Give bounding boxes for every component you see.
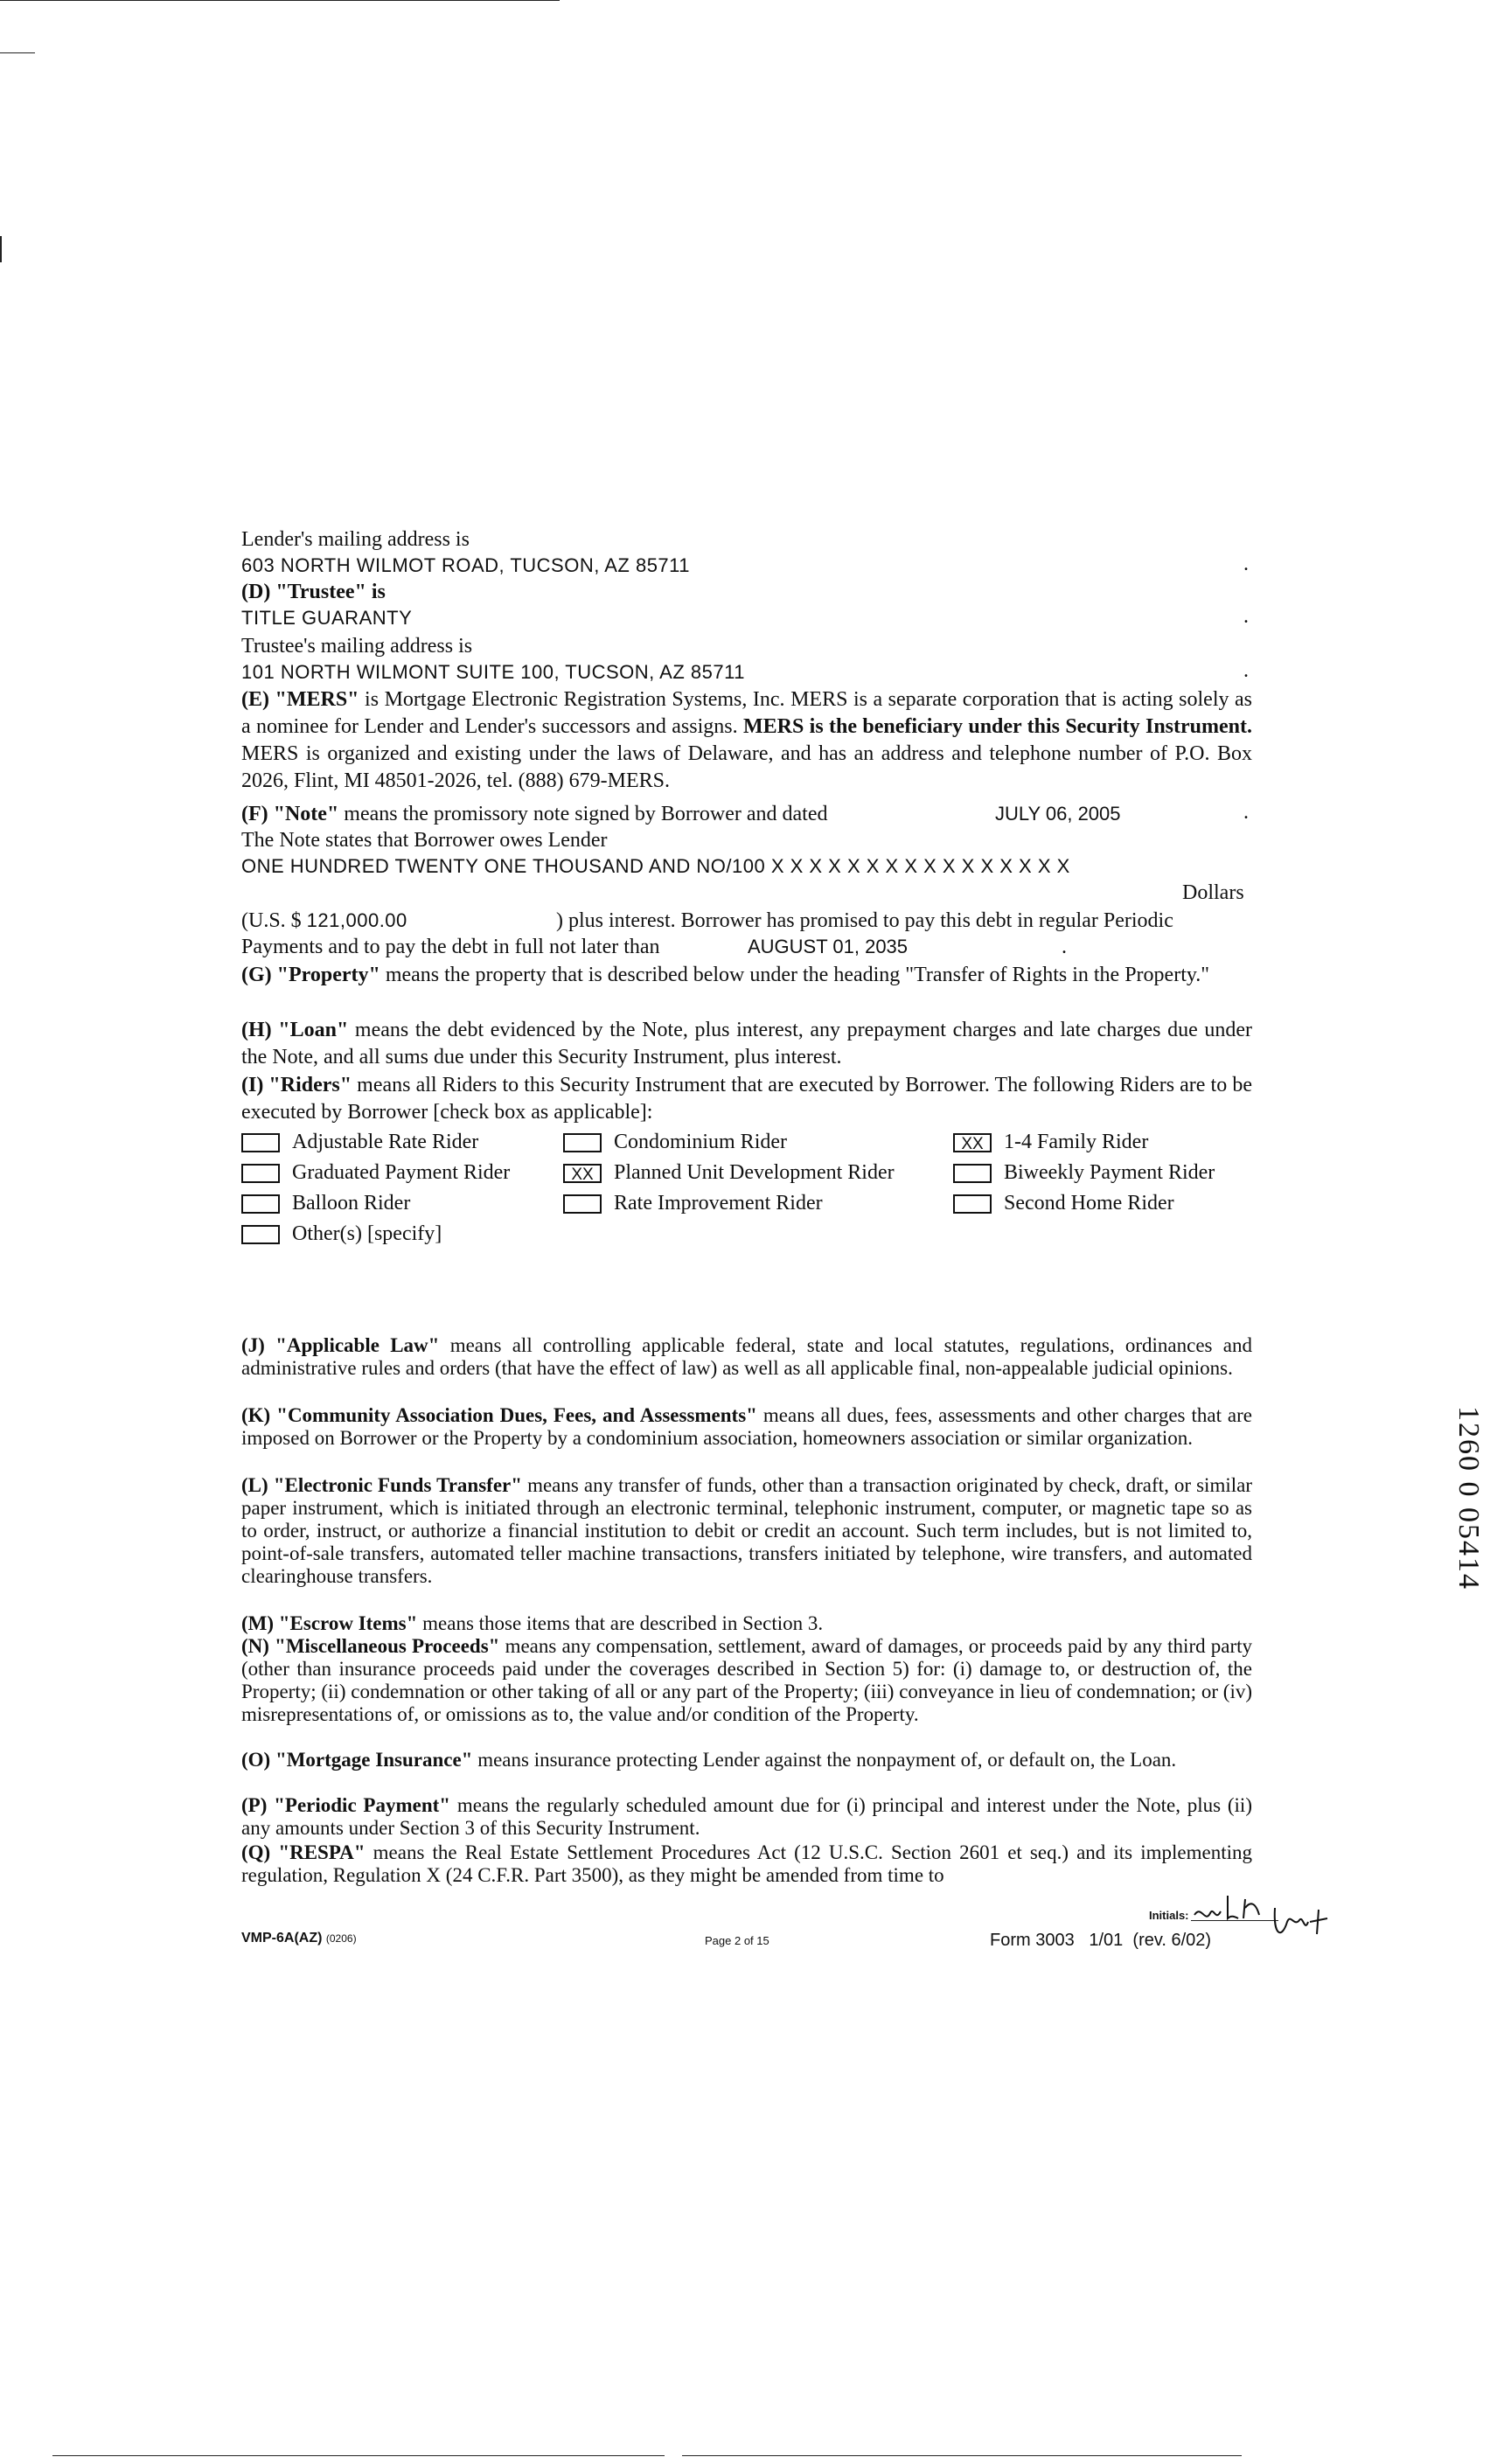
trustee-address-label: Trustee's mailing address is: [241, 635, 473, 658]
riders-label: (I) "Riders": [241, 1074, 352, 1096]
community-text: means all dues, fees, assessments and other charges that are imposed on Borrower or the Property by a condominium association, homeowners association or similar organization.: [241, 1404, 1252, 1449]
respa-text: means the Real Estate Settlement Procedures Act (12 U.S.C. Section 2601 et seq.) and its implementing regulation, Regulation X (24 C.F.R. Part 3500), as they might be amended from time to: [241, 1841, 1252, 1886]
mortgage-insurance-text: means insurance protecting Lender against the nonpayment of, or default on, the Loan.: [472, 1749, 1177, 1771]
respa-definition: [241, 1841, 1252, 1887]
loan-label: (H) "Loan": [241, 1019, 349, 1041]
checkbox-balloon[interactable]: [241, 1194, 280, 1214]
fill-dot: .: [1243, 605, 1249, 628]
note-dollars: Dollars: [1182, 881, 1244, 904]
rider-label: Other(s) [specify]: [292, 1222, 442, 1245]
footer-form-number: Form 3003 1/01 (rev. 6/02): [990, 1931, 1212, 1950]
lender-address-label: Lender's mailing address is: [241, 528, 470, 551]
loan-definition: [241, 1017, 1252, 1071]
fill-dot: .: [1243, 553, 1249, 575]
applicable-law-label: (J) "Applicable Law": [241, 1334, 440, 1356]
checkbox-second-home[interactable]: [953, 1194, 992, 1214]
note-date: JULY 06, 2005: [995, 803, 1121, 825]
note-maturity: AUGUST 01, 2035: [748, 936, 909, 957]
trustee-label: (D) "Trustee" is: [241, 581, 386, 603]
scan-artifact-line: [52, 2455, 665, 2456]
note-text: means the promissory note signed by Borrower and dated: [338, 803, 828, 825]
checkbox-others[interactable]: [241, 1225, 280, 1244]
checkbox-biweekly-payment[interactable]: [953, 1164, 992, 1183]
mortgage-insurance-label: (O) "Mortgage Insurance": [241, 1749, 473, 1771]
mers-text-2: MERS is organized and existing under the laws of Delaware, and has an address and telephone number of P.O. Box 2026, Flint, MI 48501-2026, tel. (888) 679-MERS.: [241, 742, 1252, 792]
rider-label: Graduated Payment Rider: [292, 1161, 511, 1184]
property-definition: [241, 962, 1252, 989]
note-payments-line: [241, 934, 660, 960]
note-interest-text: ) plus interest. Borrower has promised to pay this debt in regular Periodic: [556, 909, 1173, 932]
trustee-address: 101 NORTH WILMONT SUITE 100, TUCSON, AZ 85711: [241, 661, 745, 683]
applicable-law-definition: [241, 1334, 1252, 1380]
mers-text-1: is Mortgage Electronic Registration Systems, Inc. MERS is a separate corporation that is acting solely as a nominee for Lender and Lender's successors and assigns.: [241, 688, 1253, 738]
periodic-payment-definition: [241, 1794, 1252, 1840]
mers-definition: [241, 686, 1252, 795]
checkbox-1-4-family[interactable]: XX: [953, 1133, 992, 1152]
eft-definition: [241, 1474, 1252, 1588]
riders-definition: [241, 1072, 1252, 1126]
rider-condominium[interactable]: [563, 1129, 787, 1155]
misc-proceeds-text: means any compensation, settlement, award of damages, or proceeds paid by any third party (other than insurance proceeds paid under the coverages described in Section 5) for: (i) damage to, or destruction of, the Property; (ii) condemnation or other taking of all or any part of the Property; (iii) conveyance in lieu of condemnation; or (iv) misrepresentations of, or omissions as to, the value and/or condition of the Property.: [241, 1635, 1252, 1725]
community-definition: [241, 1404, 1252, 1450]
rider-1-4-family[interactable]: [953, 1129, 1148, 1155]
escrow-text: means those items that are described in Section 3.: [417, 1612, 824, 1634]
periodic-payment-label: (P) "Periodic Payment": [241, 1794, 451, 1816]
note-amount-words: ONE HUNDRED TWENTY ONE THOUSAND AND NO/100 X X X X X X X X X X X X X X X X: [241, 855, 1070, 877]
rider-planned-unit-development[interactable]: [563, 1159, 895, 1186]
checkbox-adjustable-rate[interactable]: [241, 1133, 280, 1152]
eft-text: means any transfer of funds, other than a transaction originated by check, draft, or similar paper instrument, which is initiated through an electronic terminal, telephonic instrument, computer, or magnetic tape so as to order, instruct, or authorize a financial institution to debit or credit an account. Such term includes, but is not limited to, point-of-sale transfers, automated teller machine transactions, transfers initiated by telephone, wire transfers, and automated clearinghouse transfers.: [241, 1474, 1252, 1587]
note-us-prefix: (U.S. $: [241, 909, 302, 932]
fill-dot: .: [1243, 801, 1249, 824]
rider-label: Planned Unit Development Rider: [614, 1161, 895, 1184]
rider-label: 1-4 Family Rider: [1004, 1131, 1149, 1153]
rider-label: Second Home Rider: [1004, 1192, 1174, 1215]
scan-artifact-line: [0, 0, 560, 1]
rider-label: Adjustable Rate Rider: [292, 1131, 479, 1153]
note-definition: [241, 801, 828, 827]
fill-dot: .: [1062, 936, 1067, 958]
periodic-payment-text: means the regularly scheduled amount due for (i) principal and interest under the Note, plus (ii) any amounts under Section 3 of this Security Instrument.: [241, 1794, 1252, 1839]
rider-second-home[interactable]: [953, 1190, 1174, 1216]
scan-artifact-line: [0, 52, 35, 53]
footer-form-code: [241, 1931, 357, 1946]
escrow-label: (M) "Escrow Items": [241, 1612, 418, 1634]
scan-artifact-line: [0, 236, 2, 262]
mers-label: (E) "MERS": [241, 688, 359, 711]
respa-label: (Q) "RESPA": [241, 1841, 366, 1863]
applicable-law-text: means all controlling applicable federal, state and local statutes, regulations, ordinances and administrative rules and orders (that have the effect of law) as well as all applicable final, non-appealable judicial opinions.: [241, 1334, 1252, 1379]
checkbox-condominium[interactable]: [563, 1133, 602, 1152]
fill-dot: .: [1243, 659, 1249, 682]
note-amount: 121,000.00: [306, 909, 407, 931]
rider-balloon[interactable]: [241, 1190, 410, 1216]
trustee-name: TITLE GUARANTY: [241, 607, 413, 629]
form-code: VMP-6A(AZ): [241, 1931, 323, 1945]
checkbox-graduated-payment[interactable]: [241, 1164, 280, 1183]
escrow-definition: [241, 1612, 1252, 1635]
note-label: (F) "Note": [241, 803, 339, 825]
note-owes: The Note states that Borrower owes Lender: [241, 829, 608, 852]
rider-others[interactable]: [241, 1221, 442, 1247]
rider-label: Condominium Rider: [614, 1131, 787, 1153]
loan-text: means the debt evidenced by the Note, plus interest, any prepayment charges and late charges due under the Note, and all sums due under this Security Instrument, plus interest.: [241, 1019, 1252, 1068]
rider-label: Rate Improvement Rider: [614, 1192, 823, 1215]
scan-artifact-line: [682, 2455, 1242, 2456]
note-payments-text: Payments and to pay the debt in full not later than: [241, 936, 660, 958]
property-label: (G) "Property": [241, 964, 380, 986]
community-label: (K) "Community Association Dues, Fees, and Assessments": [241, 1404, 757, 1426]
note-us-amount-line: [241, 908, 407, 934]
initials-label: Initials:: [1149, 1909, 1189, 1922]
misc-proceeds-label: (N) "Miscellaneous Proceeds": [241, 1635, 500, 1657]
form-code-suffix: (0206): [325, 1932, 357, 1945]
margin-document-number: 1260 0 05414: [1452, 1406, 1485, 1590]
footer-page-number: Page 2 of 15: [705, 1934, 769, 1947]
rider-label: Balloon Rider: [292, 1192, 411, 1215]
checkbox-planned-unit-development[interactable]: XX: [563, 1164, 602, 1183]
riders-text: means all Riders to this Security Instrument that are executed by Borrower. The following Riders are to be executed by Borrower [check box as applicable]:: [241, 1074, 1252, 1124]
rider-rate-improvement[interactable]: [563, 1190, 823, 1216]
rider-biweekly-payment[interactable]: [953, 1159, 1215, 1186]
rider-adjustable-rate[interactable]: [241, 1129, 478, 1155]
eft-label: (L) "Electronic Funds Transfer": [241, 1474, 522, 1496]
mortgage-insurance-definition: [241, 1749, 1252, 1771]
rider-graduated-payment[interactable]: [241, 1159, 510, 1186]
initials-signature: [1189, 1883, 1355, 1953]
checkbox-rate-improvement[interactable]: [563, 1194, 602, 1214]
lender-address: 603 NORTH WILMOT ROAD, TUCSON, AZ 85711: [241, 554, 691, 576]
property-text: means the property that is described below under the heading "Transfer of Rights in the Property.": [379, 964, 1210, 986]
rider-label: Biweekly Payment Rider: [1004, 1161, 1215, 1184]
misc-proceeds-definition: [241, 1635, 1252, 1726]
mers-bold: MERS is the beneficiary under this Security Instrument.: [742, 715, 1252, 738]
